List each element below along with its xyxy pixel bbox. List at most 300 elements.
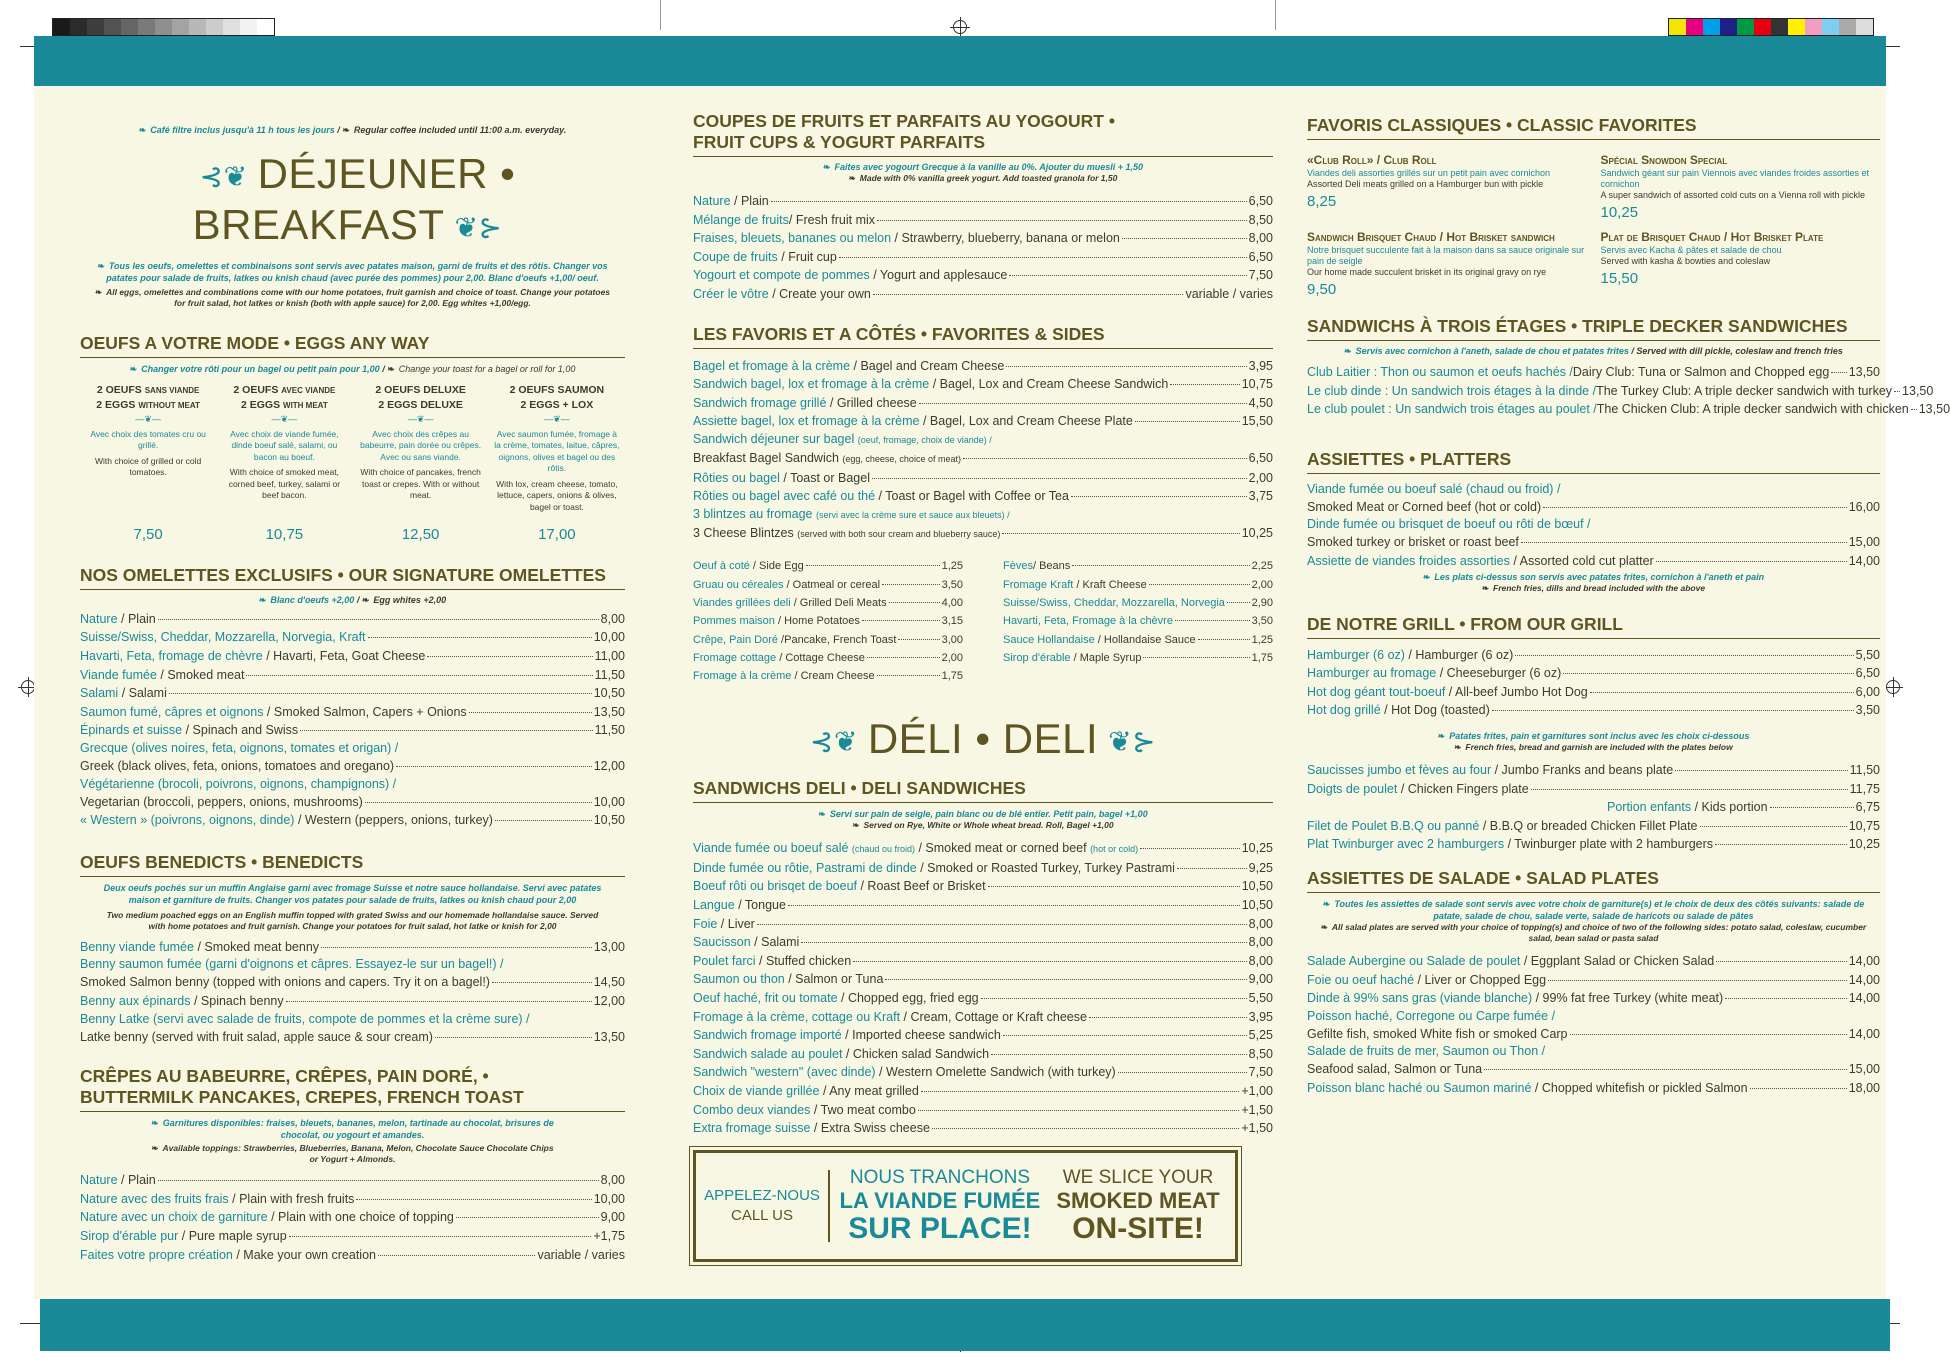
item-name-en: / Western (peppers, onions, turkey) xyxy=(294,813,493,828)
item-name-en: / Two meat combo xyxy=(810,1102,916,1117)
menu-item xyxy=(1307,835,1880,854)
menu-item xyxy=(1003,557,1273,575)
menu-item xyxy=(80,684,625,703)
price-value: 10,50 xyxy=(1241,898,1273,913)
item-name-fr: Portion enfants xyxy=(1607,800,1692,815)
item-name-en: / Jumbo Franks and beans plate xyxy=(1491,762,1674,777)
item-price xyxy=(1252,649,1273,667)
menu-item xyxy=(1307,989,1880,1008)
price-value: 2,00 xyxy=(1251,578,1273,591)
item-price: 16,00 xyxy=(1848,499,1880,514)
menu-item-name xyxy=(1307,382,1892,401)
item-name-en: / Grilled cheese xyxy=(826,395,917,410)
item-price xyxy=(594,703,625,722)
dot-leader xyxy=(806,565,940,566)
menu-item-name xyxy=(693,877,986,896)
pancakes-note-en: ❧ Available toppings: Strawberries, Blueberries, Banana, Melon, Chocolate Sauce Chocolate Chips or Yogurt + Almonds. xyxy=(151,1143,554,1165)
item-name-fr: Le club poulet : Un sandwich trois étages au poulet / xyxy=(1307,402,1597,417)
menu-item-line-fr xyxy=(1307,1008,1880,1025)
menu-item xyxy=(693,524,1273,544)
dot-leader xyxy=(1072,565,1249,566)
menu-item xyxy=(693,394,1273,413)
menu-item xyxy=(80,757,625,776)
scroll-ornament-icon: ⊰❦ xyxy=(199,160,248,192)
menu-item-name xyxy=(1307,780,1529,799)
menu-item-line-fr xyxy=(1307,481,1880,498)
item-name-fr: Mélange de fruits xyxy=(693,212,789,227)
item-name-fr: Fromage Kraft xyxy=(1003,578,1074,591)
item-price xyxy=(1249,1026,1273,1045)
item-name-en: / Plain xyxy=(730,194,769,208)
item-name-en: / Plain xyxy=(117,611,156,626)
item-name-fr: Rôties ou bagel xyxy=(693,470,780,485)
item-name-fr: Dinde fumée ou brisquet de boeuf ou rôti de bœuf / xyxy=(1307,517,1591,532)
item-name-fr: Nature avec des fruits frais xyxy=(80,1191,229,1206)
menu-item xyxy=(693,1063,1273,1082)
menu-item xyxy=(693,248,1273,267)
item-name-en: / Smoked meat or corned beef xyxy=(914,841,1091,856)
item-price xyxy=(594,684,625,703)
menu-item-name xyxy=(80,793,363,812)
left-column xyxy=(80,86,625,1264)
item-price xyxy=(1249,859,1273,878)
item-name-fr: Sandwich bagel, lox et fromage à la crème xyxy=(693,377,930,392)
item-name-en: / Liver xyxy=(717,916,755,931)
menu-item xyxy=(693,839,1273,859)
dot-leader xyxy=(495,820,592,821)
dot-leader xyxy=(1563,673,1853,674)
item-name-en: / Yogurt and applesauce xyxy=(869,268,1008,283)
sides-left-list xyxy=(693,557,963,685)
price-value: 9,25 xyxy=(1248,860,1273,875)
item-name-fr: Végétarienne (brocoli, poivrons, oignons, champignons) / xyxy=(80,776,397,791)
dot-leader xyxy=(1770,807,1854,808)
item-name-en: / B.B.Q or breaded Chicken Fillet Plate xyxy=(1479,818,1698,833)
menu-item-name xyxy=(80,628,366,647)
menu-item-name xyxy=(80,938,319,957)
menu-item xyxy=(1307,1079,1880,1098)
item-name-fr: Suisse/Swiss, Cheddar, Mozzarella, Norvegia, Kraft xyxy=(80,630,366,645)
price-value: +1,50 xyxy=(1241,1102,1273,1117)
item-price xyxy=(1242,877,1273,896)
price-value: 9,00 xyxy=(1248,972,1273,987)
item-name-fr: Grecque (olives noires, feta, oignons, tomates et origan) / xyxy=(80,740,399,755)
dot-leader xyxy=(289,1236,592,1237)
item-detail-en: (hot or cold) xyxy=(1090,844,1139,855)
middle-column xyxy=(693,86,1273,1138)
item-price xyxy=(1242,839,1273,858)
item-name-en: / Plain xyxy=(117,1173,156,1188)
dot-leader xyxy=(378,1255,535,1256)
price-value: +1,00 xyxy=(1241,1084,1273,1099)
item-price xyxy=(1241,1101,1273,1120)
menu-item-name xyxy=(80,666,244,685)
item-name-en: / Home Potatoes xyxy=(774,615,860,628)
menu-item xyxy=(80,647,625,666)
price-value: 7,50 xyxy=(1248,1065,1273,1080)
menu-item-name xyxy=(80,757,394,776)
item-name-en: / Spinach benny xyxy=(190,993,284,1008)
item-name-fr: Benny saumon fumée (garni d'oignons et câpres. Essayez-le sur un bagel!) / xyxy=(80,957,504,972)
item-name-fr: Dinde à 99% sans gras (viande blanche) xyxy=(1307,991,1533,1006)
item-price xyxy=(1856,683,1880,702)
menu-item-name xyxy=(693,649,865,667)
item-name-en: / Extra Swiss cheese xyxy=(810,1121,930,1136)
dot-leader xyxy=(1071,496,1247,497)
item-price xyxy=(1249,1045,1273,1064)
item-price xyxy=(1252,594,1273,612)
price-value: 6,50 xyxy=(1248,194,1273,208)
item-name-en: / Strawberry, blueberry, banana or melon xyxy=(891,231,1120,246)
menu-item-name xyxy=(693,1119,930,1138)
right-column xyxy=(1307,86,1950,1097)
item-name-fr: Hamburger au fromage xyxy=(1307,666,1437,681)
menu-item-name xyxy=(1307,701,1490,720)
slice-en-block: WE SLICE YOUR SMOKED MEAT ON-SITE! xyxy=(1056,1167,1220,1245)
menu-item-name xyxy=(693,375,1168,394)
item-name-en: / Cheeseburger (6 oz) xyxy=(1436,666,1562,681)
egg-price: 10,75 xyxy=(265,525,304,543)
menu-item xyxy=(1307,533,1880,552)
price-value: 11,50 xyxy=(1849,762,1880,777)
item-name-fr: 3 blintzes au fromage xyxy=(693,506,816,521)
dot-leader xyxy=(872,478,1247,479)
menu-item-name xyxy=(1307,646,1513,665)
item-name-en: / Chopped egg, fried egg xyxy=(837,991,979,1006)
menu-item-name xyxy=(1307,400,1909,419)
menu-item-name xyxy=(80,1190,354,1209)
slice-fr-block: NOUS TRANCHONS LA VIANDE FUMÉE SUR PLACE! xyxy=(839,1167,1041,1245)
fruit-section-title: COUPES DE FRUITS ET PARFAITS AU YOGOURT • FRUIT CUPS & YOGURT PARFAITS xyxy=(693,111,1273,157)
price-value: 6,75 xyxy=(1855,800,1880,815)
item-name-fr: Poulet farci xyxy=(693,953,756,968)
item-price xyxy=(1849,835,1880,854)
price-value: 3,95 xyxy=(1248,1009,1273,1024)
price-value: 8,00 xyxy=(1248,916,1273,931)
price-value: 1,75 xyxy=(941,670,963,683)
menu-item xyxy=(80,1208,625,1227)
item-name-fr: Doigts de poulet xyxy=(1307,781,1398,796)
item-price xyxy=(1249,266,1273,285)
deli-note-en: ❧ Served on Rye, White or Whole wheat bread. Roll, Bagel +1,00 xyxy=(852,820,1114,831)
benedicts-list xyxy=(80,938,625,1046)
item-name-fr: Crêpe, Pain Doré xyxy=(693,633,778,646)
item-name-en: / Hamburger (6 oz) xyxy=(1404,647,1514,662)
price-value: 11,50 xyxy=(594,667,625,682)
item-name-fr: Saumon ou thon xyxy=(693,972,785,987)
egg-price: 12,50 xyxy=(401,525,440,543)
item-name-en: / Side Egg xyxy=(749,560,804,573)
item-price xyxy=(594,811,625,830)
dot-leader xyxy=(918,1110,1240,1111)
scroll-ornament-icon: ⊰❦ xyxy=(809,726,858,758)
item-price xyxy=(1850,780,1880,799)
menu-item-name xyxy=(1307,363,1829,382)
item-name-fr: Faites votre propre création xyxy=(80,1247,233,1262)
item-price: 12,00 xyxy=(593,758,625,773)
menu-item xyxy=(693,989,1273,1008)
item-price xyxy=(942,631,963,649)
menu-item-line-fr xyxy=(80,776,625,793)
item-price xyxy=(942,576,963,594)
item-name-fr: Bagel et fromage à la crème xyxy=(693,358,851,373)
menu-item-name xyxy=(80,1028,433,1047)
menu-item-name xyxy=(693,357,1004,376)
item-price xyxy=(1249,1063,1273,1082)
dot-leader xyxy=(981,998,1247,999)
menu-item xyxy=(80,721,625,740)
item-price xyxy=(1849,989,1880,1008)
item-price xyxy=(595,666,625,685)
dot-leader xyxy=(1484,1069,1847,1070)
menu-item xyxy=(693,1026,1273,1045)
item-name-en: / Chicken salad Sandwich xyxy=(842,1046,990,1061)
ornament-divider-icon: —❦— xyxy=(135,413,161,424)
salads-section-title: ASSIETTES DE SALADE • SALAD PLATES xyxy=(1307,868,1880,893)
item-name-fr: Saucisses jumbo et fèves au four xyxy=(1307,762,1492,777)
menu-item xyxy=(693,229,1273,248)
menu-item-name xyxy=(693,1026,1001,1045)
item-detail-en: (served with both sour cream and blueberry sauce) xyxy=(797,528,1001,539)
item-price: 10,00 xyxy=(593,794,625,809)
menu-item xyxy=(80,793,625,812)
scroll-ornament-icon: ❦⊱ xyxy=(1108,726,1157,758)
item-price: 15,00 xyxy=(1848,1062,1880,1077)
menu-item-name xyxy=(1307,481,1560,498)
dot-leader xyxy=(1715,844,1847,845)
price-value: 13,00 xyxy=(593,939,625,954)
item-name-en: / Plain with fresh fruits xyxy=(228,1191,355,1206)
item-name-en: / Bagel, Lox and Cream Cheese Plate xyxy=(919,414,1133,429)
item-name-fr: Yogourt et compote de pommes xyxy=(693,268,870,283)
item-price xyxy=(1849,552,1880,571)
menu-item-name xyxy=(693,1045,989,1064)
price-value: 2,90 xyxy=(1251,596,1273,609)
salads-note-fr: ❧ Toutes les assiettes de salade sont servis avec votre choix de garniture(s) et le choix de deux des côtés suivants: salade de patate, salade de chou, salade verte, salade de haricots ou salade de pâtes xyxy=(1322,898,1865,921)
price-value: 3,15 xyxy=(941,615,963,628)
item-name-fr: Sandwich fromage grillé xyxy=(693,395,827,410)
platters-section-title: ASSIETTES • PLATTERS xyxy=(1307,449,1880,474)
item-name-en: / Hollandaise Sauce xyxy=(1094,633,1196,646)
menu-item xyxy=(1307,701,1880,720)
item-name-fr: « Western » (poivrons, oignons, dinde) xyxy=(80,813,295,828)
item-price xyxy=(1902,382,1933,401)
item-name-en: Smoked Meat or Corned beef (hot or cold) xyxy=(1307,499,1542,514)
item-name-en: / Oatmeal or cereal xyxy=(783,578,881,591)
dot-leader xyxy=(1177,868,1247,869)
menu-item-name xyxy=(1003,576,1147,594)
item-name-en: / Assorted cold cut platter xyxy=(1509,553,1654,568)
item-name-fr: Créer le vôtre xyxy=(693,286,769,301)
dot-leader xyxy=(1725,998,1847,999)
item-price xyxy=(1249,487,1273,506)
price-value: +1,50 xyxy=(1241,1121,1273,1136)
fold-mark xyxy=(1275,0,1276,30)
menu-item xyxy=(80,703,625,722)
menu-item xyxy=(80,628,625,647)
dot-leader xyxy=(300,730,592,731)
price-value: 10,75 xyxy=(1848,818,1880,833)
price-value: 4,00 xyxy=(941,596,963,609)
price-value: 5,50 xyxy=(1855,647,1880,662)
price-value: 3,75 xyxy=(1248,489,1273,504)
item-name-fr: Langue xyxy=(693,898,735,913)
menu-item xyxy=(693,859,1273,878)
dot-leader xyxy=(1543,507,1847,508)
dot-leader xyxy=(839,257,1247,258)
dot-leader xyxy=(771,201,1247,202)
triple-list xyxy=(1307,363,1950,419)
menu-item-name xyxy=(1307,683,1588,702)
footer-band xyxy=(40,1299,1890,1351)
dot-leader xyxy=(1750,1088,1847,1089)
benedicts-note-en: Two medium poached eggs on an English muffin topped with grated Swiss and our homemade hollandaise sauce. Served with home potatoes and fruit garnish. Change your potatoes for fruit salad, hot latke or knish for 2,00 xyxy=(106,909,599,931)
omelettes-note: ❧ Blanc d'oeufs +2,00 / ❧ Egg whites +2,00 xyxy=(258,594,447,605)
item-name-en: 3 Cheese Blintzes xyxy=(693,525,798,540)
item-price xyxy=(1242,375,1273,394)
menu-item xyxy=(80,811,625,830)
item-name-fr: Sirop d'érable xyxy=(1003,651,1071,664)
menu-item-name xyxy=(1307,817,1698,836)
item-name-fr: Sauce Hollandaise xyxy=(1003,633,1095,646)
menu-item-name xyxy=(693,266,1007,285)
menu-item xyxy=(1307,382,1934,401)
item-name-fr: Épinards et suisse xyxy=(80,723,183,738)
item-name-fr: Benny Latke (servi avec salade de fruits, compote de pommes et la crème sure) / xyxy=(80,1011,530,1026)
item-name-fr: Viandes grillées deli xyxy=(693,596,791,609)
menu-item-name xyxy=(693,1082,919,1101)
item-price xyxy=(1249,248,1273,267)
fruit-note-en: ❧ Made with 0% vanilla greek yogurt. Add toasted granola for 1,50 xyxy=(848,173,1118,183)
dot-leader xyxy=(1515,655,1853,656)
item-name-fr: Assiette bagel, lox et fromage à la crème xyxy=(693,414,920,429)
price-value: 2,25 xyxy=(1251,560,1273,573)
item-price xyxy=(1249,192,1273,211)
price-value: 13,50 xyxy=(593,704,625,719)
dot-leader xyxy=(788,905,1240,906)
menu-item-line-fr xyxy=(1307,516,1880,533)
menu-item xyxy=(1003,649,1273,667)
omelettes-section-title: NOS OMELETTES EXCLUSIFS • OUR SIGNATURE OMELETTES xyxy=(80,565,625,590)
menu-item-name xyxy=(80,647,425,666)
dot-leader xyxy=(963,458,1247,459)
item-price xyxy=(601,610,625,629)
menu-item-name xyxy=(1307,1008,1555,1025)
dot-leader xyxy=(1140,848,1240,849)
item-name-fr: Fromage à la crème xyxy=(693,670,792,683)
menu-item xyxy=(1307,683,1880,702)
item-name-fr: Saumon fumé, câpres et oignons xyxy=(80,704,264,719)
menu-item-name xyxy=(80,973,490,992)
menu-item-name xyxy=(1307,533,1519,552)
fold-mark xyxy=(660,0,661,30)
price-value: 14,00 xyxy=(1848,553,1880,568)
grill-note-fr: ❧ Patates frites, pain et garnitures sont inclus avec les choix ci-dessous xyxy=(1437,730,1750,741)
menu-item-name xyxy=(80,1011,530,1028)
price-value: 4,50 xyxy=(1248,395,1273,410)
menu-item xyxy=(693,576,963,594)
menu-item-name xyxy=(80,703,467,722)
sides-right-list xyxy=(1003,557,1273,685)
menu-item xyxy=(693,1082,1273,1101)
price-value: 8,00 xyxy=(1248,231,1273,246)
menu-item-name xyxy=(1003,612,1173,630)
dot-leader xyxy=(1548,980,1847,981)
coffee-note: ❧ Café filtre inclus jusqu'à 11 h tous les jours / ❧ Regular coffee included until 11:00 a.m. everyday. xyxy=(138,125,567,135)
item-name-fr: Suisse/Swiss, Cheddar, Mozzarella, Norvegia xyxy=(1003,596,1225,609)
fleuron-icon: ❧ xyxy=(129,363,138,374)
menu-item-name xyxy=(693,285,871,304)
fleuron-icon: ❧ xyxy=(138,125,147,135)
item-name-en: / Tongue xyxy=(734,898,786,913)
dot-leader xyxy=(1135,421,1240,422)
item-price xyxy=(1849,817,1880,836)
item-name-en: / Smoked meat xyxy=(156,667,245,682)
item-name-fr: Saucisson xyxy=(693,935,751,950)
price-value: / varies xyxy=(1229,286,1273,301)
item-name-fr: Coupe de fruits xyxy=(693,249,778,264)
item-name-en: / Stuffed chicken xyxy=(755,953,852,968)
menu-item-name xyxy=(693,667,875,685)
item-name-en: / Eggplant Salad or Chicken Salad xyxy=(1520,953,1715,968)
egg-option: 2 OEUFS SANS VIANDE 2 EGGS WITHOUT MEAT —❦— Avec choix des tomates cru ou grillé. With choice of grilled or cold tomatoes. 7,50 xyxy=(80,383,216,543)
dot-leader xyxy=(889,602,940,603)
item-name-en: Smoked turkey or brisket or roast beef xyxy=(1307,535,1519,550)
item-price xyxy=(1242,896,1273,915)
item-detail-fr: (oeuf, fromage, choix de viande) / xyxy=(857,434,992,445)
menu-item xyxy=(1307,363,1880,382)
price-value: 9,00 xyxy=(600,1210,625,1225)
price-value: 3,50 xyxy=(1251,615,1273,628)
item-name-fr: Oeuf à coté xyxy=(693,560,750,573)
item-name-en: /Pancake, French Toast xyxy=(778,633,897,646)
item-name-en: / Havarti, Feta, Goat Cheese xyxy=(262,649,426,663)
ornament-divider-icon: —❦— xyxy=(407,413,434,424)
breakfast-title: ⊰❦ DÉJEUNER • BREAKFAST ❦⊱ xyxy=(80,150,625,252)
menu-item xyxy=(1307,646,1880,665)
price-value: 5,50 xyxy=(1248,991,1273,1006)
price-value: 10,00 xyxy=(593,630,625,645)
price-value: 8,00 xyxy=(600,1173,625,1188)
menu-item xyxy=(80,973,625,992)
item-name-fr: Rôties ou bagel avec café ou thé xyxy=(693,489,876,504)
dot-leader xyxy=(898,639,939,640)
dot-leader xyxy=(158,619,599,620)
price-value: 3,95 xyxy=(1248,358,1273,373)
item-price xyxy=(594,628,625,647)
item-name-en: / Spinach and Swiss xyxy=(182,723,299,738)
favorites-sides-section-title: LES FAVORIS ET A CÔTÉS • FAVORITES & SIDES xyxy=(693,324,1273,349)
menu-item-name xyxy=(1307,498,1541,517)
dot-leader xyxy=(1831,372,1846,373)
dot-leader xyxy=(1675,770,1847,771)
item-name-en: / Toast or Bagel with Coffee or Tea xyxy=(875,489,1069,504)
menu-item xyxy=(693,915,1273,934)
dot-leader xyxy=(1590,692,1854,693)
item-name-fr: Benny aux épinards xyxy=(80,993,191,1008)
menu-item-name xyxy=(1307,761,1673,780)
dot-leader xyxy=(1089,1017,1247,1018)
menu-item xyxy=(1307,971,1880,990)
menu-item-name xyxy=(693,631,896,649)
menu-item-name xyxy=(80,610,156,629)
menu-item xyxy=(693,594,963,612)
price-value: 8,00 xyxy=(1248,935,1273,950)
item-name-en: / Fresh fruit mix xyxy=(788,212,876,227)
egg-option: 2 OEUFS SAUMON 2 EGGS + LOX —❦— Avec saumon fumée, fromage à la crème, tomates, laitue, câpres, oignons, olives et bagel ou des rôtis. With lox, cream cheese, tomato, lettuce, capers, onions & olives, bagel or toast. 17,00 xyxy=(489,383,625,543)
dot-leader xyxy=(1492,710,1854,711)
platters-note-en: ❧ French fries, dills and bread included with the above xyxy=(1481,582,1706,593)
